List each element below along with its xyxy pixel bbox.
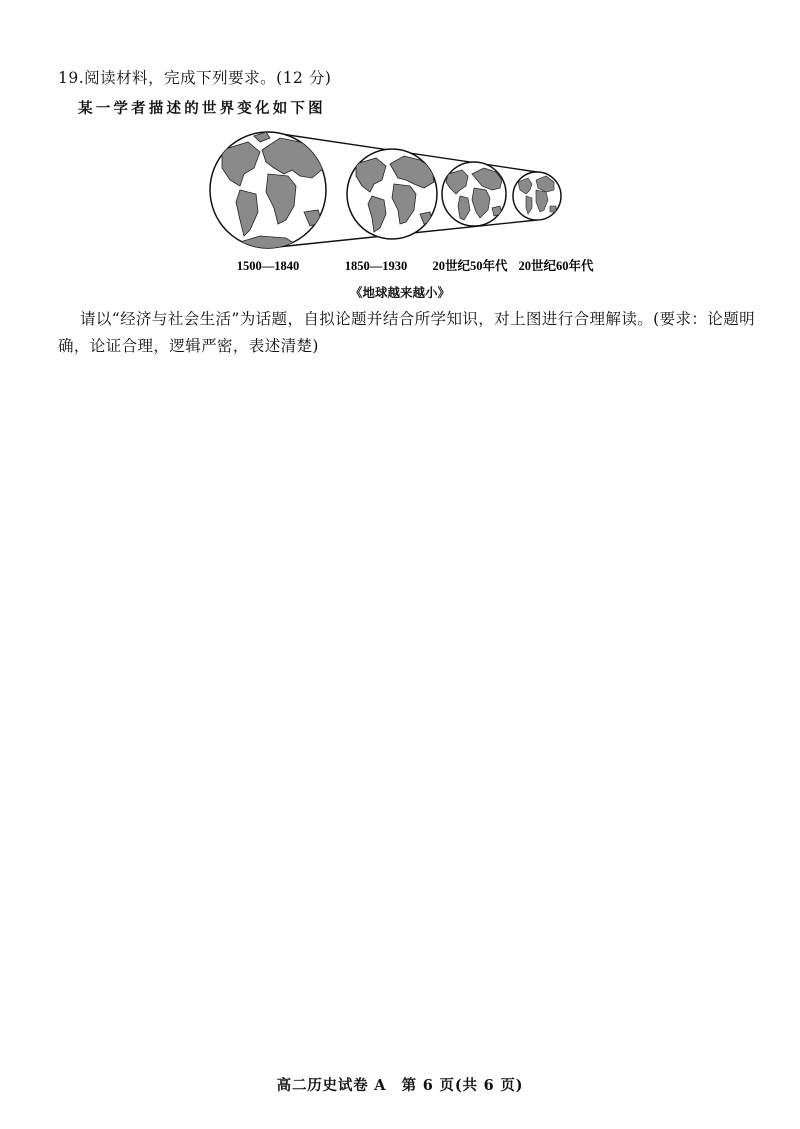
globe-icon-1950s bbox=[442, 162, 506, 226]
material-intro: 某一学者描述的世界变化如下图 bbox=[78, 100, 326, 117]
period-label-2: 1850—1930 bbox=[344, 259, 408, 273]
question-title: 19.阅读材料，完成下列要求。(12 分) bbox=[58, 69, 332, 87]
period-label-1: 1500—1840 bbox=[236, 259, 300, 273]
globe-icon-1960s bbox=[513, 172, 561, 220]
period-label-3: 20世纪50年代 bbox=[432, 259, 508, 273]
globe-icon-1850-1930 bbox=[347, 149, 437, 239]
period-label-4: 20世纪60年代 bbox=[518, 259, 594, 273]
globe-icon-1500-1840 bbox=[210, 132, 326, 252]
shrinking-globes-figure bbox=[200, 128, 620, 278]
task-instructions: 请以“经济与社会生活”为话题，自拟论题并结合所学知识，对上图进行合理解读。(要求：论题明确，论证合理，逻辑严密，表述清楚) bbox=[58, 310, 755, 355]
page-footer: 高二历史试卷 A 第 6 页(共 6 页) bbox=[276, 1077, 524, 1094]
figure-caption: 《地球越来越小》 bbox=[349, 285, 450, 300]
